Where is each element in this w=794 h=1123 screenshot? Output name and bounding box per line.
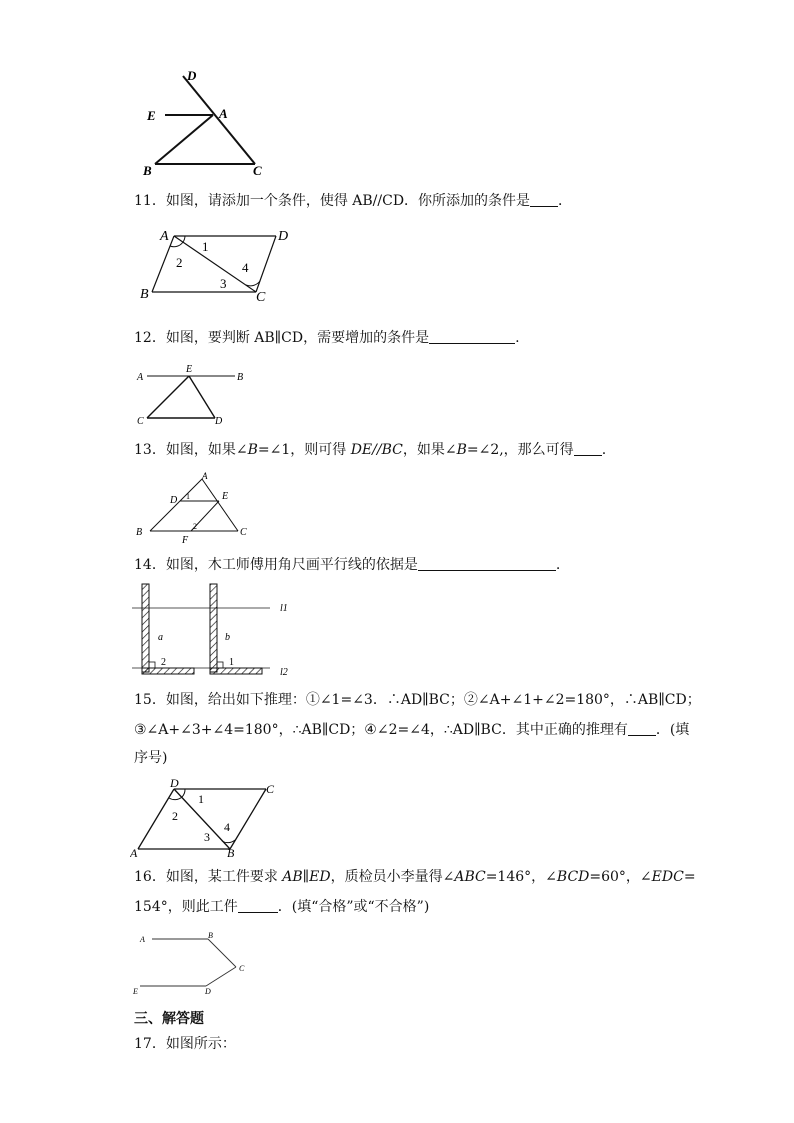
svg-text:l1: l1	[280, 603, 288, 614]
svg-text:A: A	[160, 229, 169, 244]
svg-text:4: 4	[242, 260, 249, 275]
svg-text:D: D	[170, 495, 178, 506]
label-a: A	[219, 106, 228, 121]
svg-text:C: C	[239, 964, 245, 973]
question-12: 12．如图，要判断 AB∥CD，需要增加的条件是 .	[134, 330, 520, 346]
question-11: 11．如图，请添加一个条件，使得 AB//CD．你所添加的条件是 ．	[134, 193, 573, 209]
svg-text:3: 3	[204, 830, 210, 844]
answer-blank[interactable]	[238, 898, 278, 913]
figure-q14	[130, 580, 300, 680]
svg-text:B: B	[140, 287, 149, 302]
figure-q15	[130, 777, 290, 859]
figure-q13	[134, 469, 254, 545]
question-16: 16．如图，某工件要求 AB∥ED，质检员小李量得∠ABC=146°，∠BCD=60°，∠EDC=	[134, 869, 696, 885]
question-text: 如图，要判断 AB∥CD，需要增加的条件是	[165, 330, 430, 346]
svg-text:4: 4	[224, 820, 230, 834]
svg-text:C: C	[266, 782, 275, 796]
question-17: 17．如图所示：	[134, 1036, 236, 1052]
svg-text:D: D	[215, 416, 223, 427]
section-title: 三、解答题	[134, 1011, 204, 1027]
svg-text:2: 2	[193, 522, 197, 531]
svg-text:E: E	[186, 364, 193, 375]
label-e: E	[147, 108, 156, 123]
question-number: 12．	[134, 330, 166, 346]
svg-text:2: 2	[172, 809, 178, 823]
svg-text:C: C	[240, 527, 247, 538]
svg-text:3: 3	[220, 276, 227, 291]
question-number: 11．	[134, 193, 166, 209]
svg-text:a: a	[158, 632, 163, 643]
question-14: 14．如图，木工师傅用角尺画平行线的依据是 .	[134, 557, 561, 573]
svg-text:A: A	[137, 372, 144, 383]
svg-text:D: D	[170, 777, 179, 790]
svg-text:1: 1	[198, 792, 204, 806]
svg-text:B: B	[237, 372, 244, 383]
answer-blank[interactable]	[429, 329, 515, 344]
answer-blank[interactable]	[628, 721, 656, 736]
svg-text:A: A	[202, 471, 208, 481]
svg-text:1: 1	[202, 239, 209, 254]
svg-text:D: D	[278, 229, 289, 244]
question-15-line-2: ③∠A+∠3+∠4=180°，∴AB∥CD；④∠2=∠4，∴AD∥BC．其中正确的推理有 ．(填	[134, 722, 690, 738]
svg-text:1: 1	[229, 657, 234, 668]
svg-text:B: B	[136, 527, 143, 538]
svg-text:l2: l2	[280, 667, 288, 678]
figure-q12	[135, 362, 255, 428]
svg-text:D: D	[205, 987, 211, 996]
label-b: B	[143, 163, 152, 178]
label-c: C	[253, 163, 262, 178]
svg-text:C: C	[256, 290, 266, 304]
svg-text:2: 2	[176, 255, 183, 270]
svg-text:1: 1	[186, 492, 190, 501]
svg-text:b: b	[225, 632, 230, 643]
answer-blank[interactable]	[530, 192, 558, 207]
svg-text:E: E	[133, 987, 138, 996]
question-16-line-2: 154°，则此工件 ．(填“合格”或“不合格”)	[134, 899, 430, 915]
answer-blank[interactable]	[418, 556, 556, 571]
svg-text:A: A	[140, 935, 145, 944]
svg-text:B: B	[227, 846, 235, 859]
question-15-line-3: 序号)	[134, 750, 168, 766]
svg-text:F: F	[182, 535, 189, 545]
svg-text:E: E	[222, 491, 229, 502]
label-d: D	[187, 68, 197, 83]
svg-text:C: C	[137, 416, 144, 427]
svg-text:B: B	[208, 931, 213, 940]
figure-q11	[138, 226, 298, 304]
question-15: 15．如图，给出如下推理：①∠1=∠3．∴AD∥BC；②∠A+∠1+∠2=180°，∴AB∥CD；	[134, 692, 701, 708]
question-13: 13．如图，如果∠B=∠1，则可得 DE//BC，如果∠B=∠2,，那么可得 .	[134, 442, 607, 458]
figure-q10	[135, 64, 275, 179]
question-text: 如图，请添加一个条件，使得 AB//CD．你所添加的条件是	[165, 193, 531, 209]
svg-text:A: A	[130, 846, 138, 859]
figure-q16	[132, 928, 262, 1000]
answer-blank[interactable]	[574, 441, 602, 456]
svg-text:2: 2	[161, 657, 166, 668]
